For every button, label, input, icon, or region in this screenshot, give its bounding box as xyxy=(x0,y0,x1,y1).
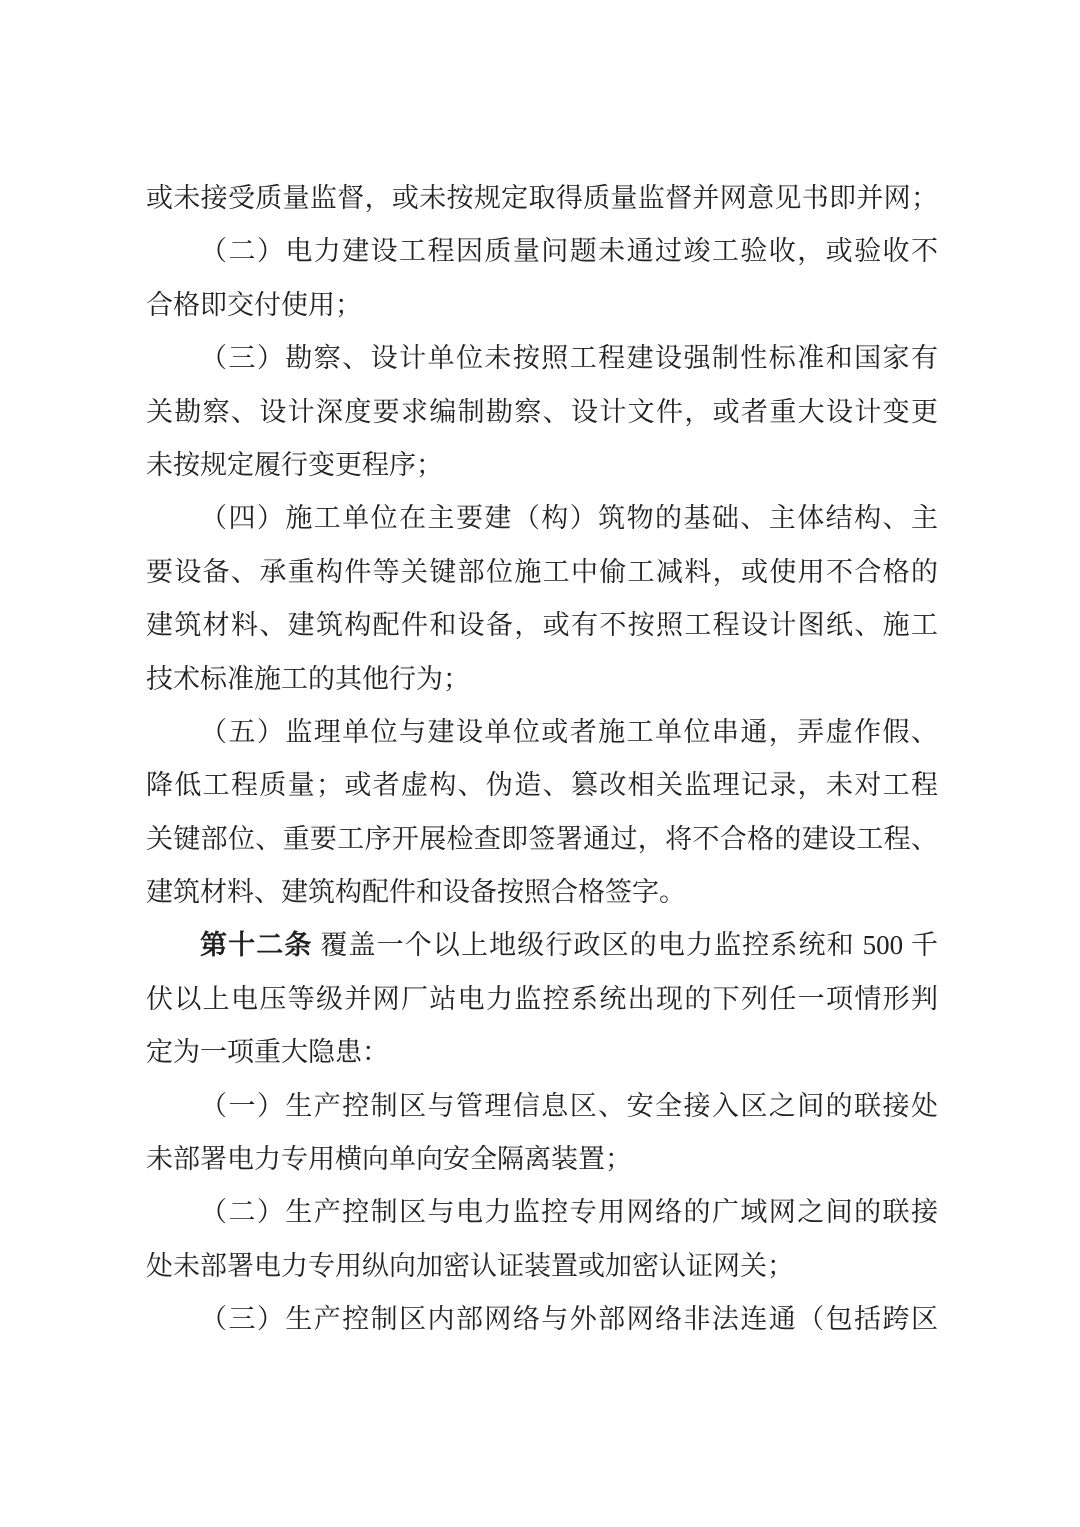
document-line xyxy=(146,1026,938,1079)
document-line xyxy=(146,1080,938,1133)
line-text: 伏以上电压等级并网厂站电力监控系统出现的下列任一项情形判 xyxy=(146,983,938,1014)
line-text: 覆盖一个以上地级行政区的电力监控系统和 500 千 xyxy=(312,930,938,961)
line-text: 降低工程质量；或者虚构、伪造、篡改相关监理记录，未对工程 xyxy=(146,770,938,801)
line-text: （二）电力建设工程因质量问题未通过竣工验收，或验收不 xyxy=(200,236,938,267)
document-line xyxy=(146,386,938,439)
document-line xyxy=(146,1240,938,1293)
document-line xyxy=(146,866,938,919)
document-line xyxy=(146,439,938,492)
line-text: 建筑材料、建筑构配件和设备按照合格签字。 xyxy=(146,877,686,908)
line-text: 关勘察、设计深度要求编制勘察、设计文件，或者重大设计变更 xyxy=(146,396,938,427)
line-text: 未部署电力专用横向单向安全隔离装置； xyxy=(146,1144,632,1175)
document-line xyxy=(146,653,938,706)
document-line xyxy=(146,759,938,812)
document-line xyxy=(146,332,938,385)
line-text: 或未接受质量监督，或未按规定取得质量监督并网意见书即并网； xyxy=(146,183,938,213)
line-text: （三）生产控制区内部网络与外部网络非法连通（包括跨区 xyxy=(200,1304,938,1335)
document-text-block xyxy=(146,172,938,1347)
document-line xyxy=(146,546,938,599)
line-text: 关键部位、重要工序开展检查即签署通过，将不合格的建设工程、 xyxy=(146,823,938,854)
document-line xyxy=(146,813,938,866)
line-text: （一）生产控制区与管理信息区、安全接入区之间的联接处 xyxy=(200,1090,938,1121)
line-text: 要设备、承重构件等关键部位施工中偷工减料，或使用不合格的 xyxy=(146,556,938,587)
line-text: 建筑材料、建筑构配件和设备，或有不按照工程设计图纸、施工 xyxy=(146,610,938,641)
document-line xyxy=(146,172,938,225)
line-text: （四）施工单位在主要建（构）筑物的基础、主体结构、主 xyxy=(200,503,938,534)
line-text: 技术标准施工的其他行为； xyxy=(146,663,470,694)
document-line xyxy=(146,973,938,1026)
line-text: 处未部署电力专用纵向加密认证装置或加密认证网关； xyxy=(146,1250,794,1281)
line-text: （五）监理单位与建设单位或者施工单位串通，弄虚作假、 xyxy=(200,716,938,747)
document-line xyxy=(146,599,938,652)
document-line xyxy=(146,1293,938,1346)
document-line xyxy=(146,1186,938,1239)
line-text: （二）生产控制区与电力监控专用网络的广域网之间的联接 xyxy=(200,1197,938,1228)
line-text: 合格即交付使用； xyxy=(146,289,362,320)
document-line xyxy=(146,279,938,332)
line-text: 定为一项重大隐患： xyxy=(146,1037,389,1068)
article-number-bold: 第十二条 xyxy=(200,930,313,961)
document-line xyxy=(146,919,938,972)
document-line xyxy=(146,492,938,545)
line-text: 未按规定履行变更程序； xyxy=(146,449,443,480)
document-line xyxy=(146,706,938,759)
line-text: （三）勘察、设计单位未按照工程建设强制性标准和国家有 xyxy=(200,343,938,374)
document-line xyxy=(146,1133,938,1186)
document-line xyxy=(146,225,938,278)
